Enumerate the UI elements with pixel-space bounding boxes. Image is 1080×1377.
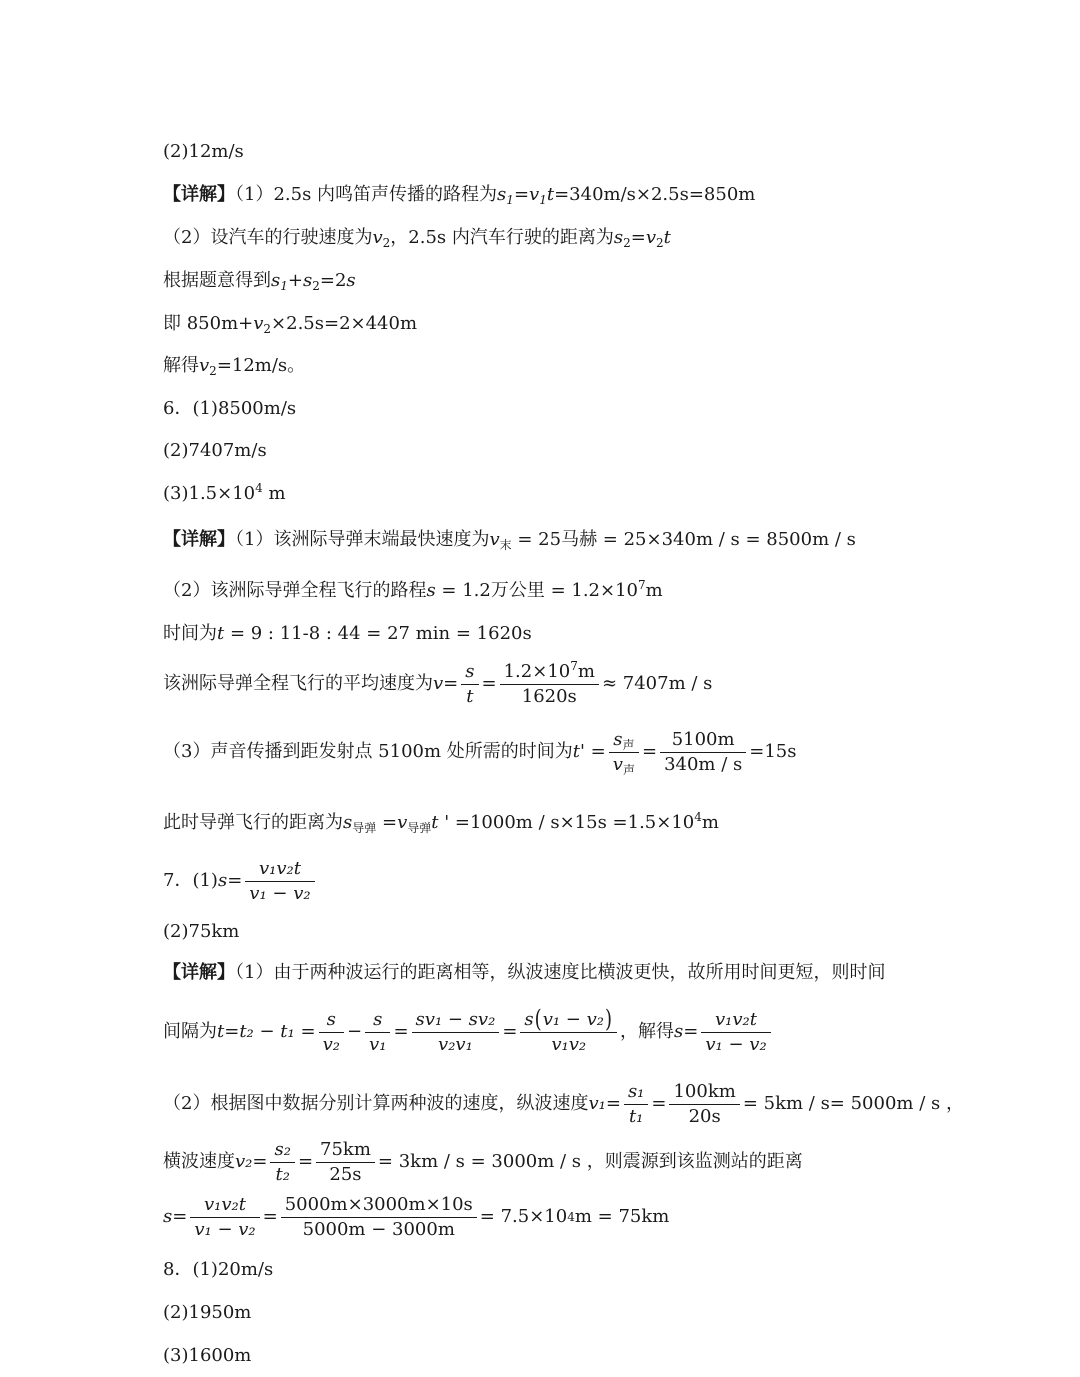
q7-answer-1: 7．(1) s = $\frac{\text{v₁v₂t}}{\text{v₁ − v₂}}$: [163, 857, 318, 905]
fraction: $\frac{1.2\times 10^7m}{1620s}$: [500, 660, 599, 708]
fraction: $\frac{\text{v₁v₂t}}{\text{v₁ − v₂}}$: [701, 1008, 770, 1056]
q8-answer-3: (3)1600m: [163, 1345, 252, 1366]
fraction: $\frac{s}{\text{v₂}}$: [319, 1008, 344, 1056]
q6-detail-6: 此时导弹飞行的距离为$s_{导弹} =v_{导弹}t$ ' $=1000m / s\times 15s =1.5\times 10^4m$: [163, 810, 719, 835]
fraction: $\frac{s}{t}$: [461, 660, 478, 708]
q7-detail-3: （2）根据图中数据分别计算两种波的速度，纵波速度 v₁ = $\frac{\text{s₁}}{\text{t₁}}$ = $\frac{100km}{20s}$ = 5km / s= 5000m / s ，: [163, 1081, 964, 1127]
q6-detail-1: 【详解】（1）该洲际导弹末端最快速度为$v_末 = 25$马赫 = 25×340m / s = 8500m / s: [163, 529, 856, 552]
q6-detail-5: （3）声音传播到距发射点 5100m 处所需的时间为 t ' = $\frac{s_声}{v_声}$ = $\frac{5100m}{340m / s}$ =15s: [163, 729, 797, 777]
q5-detail-5: 解得$v_2=12m/s$。: [163, 355, 306, 378]
q6-detail-2: （2）该洲际导弹全程飞行的路程s = 1.2万公里 = $1.2\times 10^7m$: [163, 578, 663, 601]
q7-detail-5: s = $\frac{\text{v₁v₂t}}{\text{v₁ − v₂}}$ = $\frac{5000m\times 3000m\times 10s}{5000m - 3000m}$ = 7.5×10 4 m = 75km: [163, 1194, 670, 1240]
q5-detail-3: 根据题意得到$s_1+s_2=2s$: [163, 270, 356, 293]
q7-detail-2: 间隔为 t = t₂ − t₁ = $\frac{s}{\text{v₂}}$ − $\frac{s}{\text{v₁}}$ = $\frac{\text{sv₁ − sv₂}}{\text{v₂v₁}}$ = $\frac{\text{s(v₁ − v₂)}}{\text{v₁v₂}}$ ，解得 s = $\frac{\text{v₁v₂t}}{\text{v₁ − v₂}}$: [163, 1008, 774, 1056]
fraction: $\frac{75km}{25s}$: [316, 1138, 375, 1186]
q5-detail-1: 【详解】（1）2.5s 内鸣笛声传播的路程为$s_1=v_1t=340m/s\times 2.5s=850m$: [163, 184, 756, 207]
fraction: $\frac{s_声}{v_声}$: [609, 728, 639, 776]
q8-answer-1: 8．(1)20m/s: [163, 1259, 274, 1280]
fraction: $\frac{5000m\times 3000m\times 10s}{5000m - 3000m}$: [281, 1193, 477, 1241]
q8-answer-2: (2)1950m: [163, 1302, 252, 1323]
q6-detail-4: 该洲际导弹全程飞行的平均速度为 v = $\frac{s}{t}$ = $\frac{1.2\times 10^7m}{1620s}$ ≈ 7407m / s: [163, 659, 713, 707]
q5-detail-2: （2）设汽车的行驶速度为$v_2$，2.5s 内汽车行驶的距离为$s_2=v_2t$: [163, 227, 671, 250]
q6-answer-1: 6．(1)8500m/s: [163, 398, 297, 419]
fraction: $\frac{\text{v₁v₂t}}{\text{v₁ − v₂}}$: [245, 857, 314, 905]
fraction: $\frac{s}{\text{v₁}}$: [365, 1008, 390, 1056]
fraction: $\frac{\text{s₁}}{\text{t₁}}$: [624, 1080, 648, 1128]
fraction: $\frac{\text{s₂}}{\text{t₂}}$: [270, 1138, 294, 1186]
q7-detail-4: 横波速度 v₂ = $\frac{\text{s₂}}{\text{t₂}}$ = $\frac{75km}{25s}$ = 3km / s = 3000m / s ，则震源到该监测站的距离: [163, 1139, 803, 1185]
fraction: $\frac{100km}{20s}$: [669, 1080, 739, 1128]
q6-answer-2: (2)7407m/s: [163, 440, 267, 461]
fraction: $\frac{\text{sv₁ − sv₂}}{\text{v₂v₁}}$: [412, 1008, 500, 1056]
q6-answer-3: $(3)1.5\times 10^4$ m: [163, 481, 286, 504]
q7-answer-2: (2)75km: [163, 921, 240, 942]
fraction: $\frac{5100m}{340m / s}$: [660, 728, 746, 776]
q5-detail-4: 即 $850m+v_2\times 2.5s=2\times 440m$: [163, 313, 418, 336]
q5-answer-2: (2)12m/s: [163, 141, 244, 162]
fraction: $\frac{\text{s(v₁ − v₂)}}{\text{v₁v₂}}$: [520, 1008, 617, 1056]
q7-detail-1: 【详解】（1）由于两种波运行的距离相等，纵波速度比横波更快，故所用时间更短，则时间: [163, 962, 886, 983]
q6-detail-3: 时间为t = 9 : 11-8 : 44 = 27 min = 1620s: [163, 623, 532, 644]
fraction: $\frac{\text{v₁v₂t}}{\text{v₁ − v₂}}$: [190, 1193, 259, 1241]
